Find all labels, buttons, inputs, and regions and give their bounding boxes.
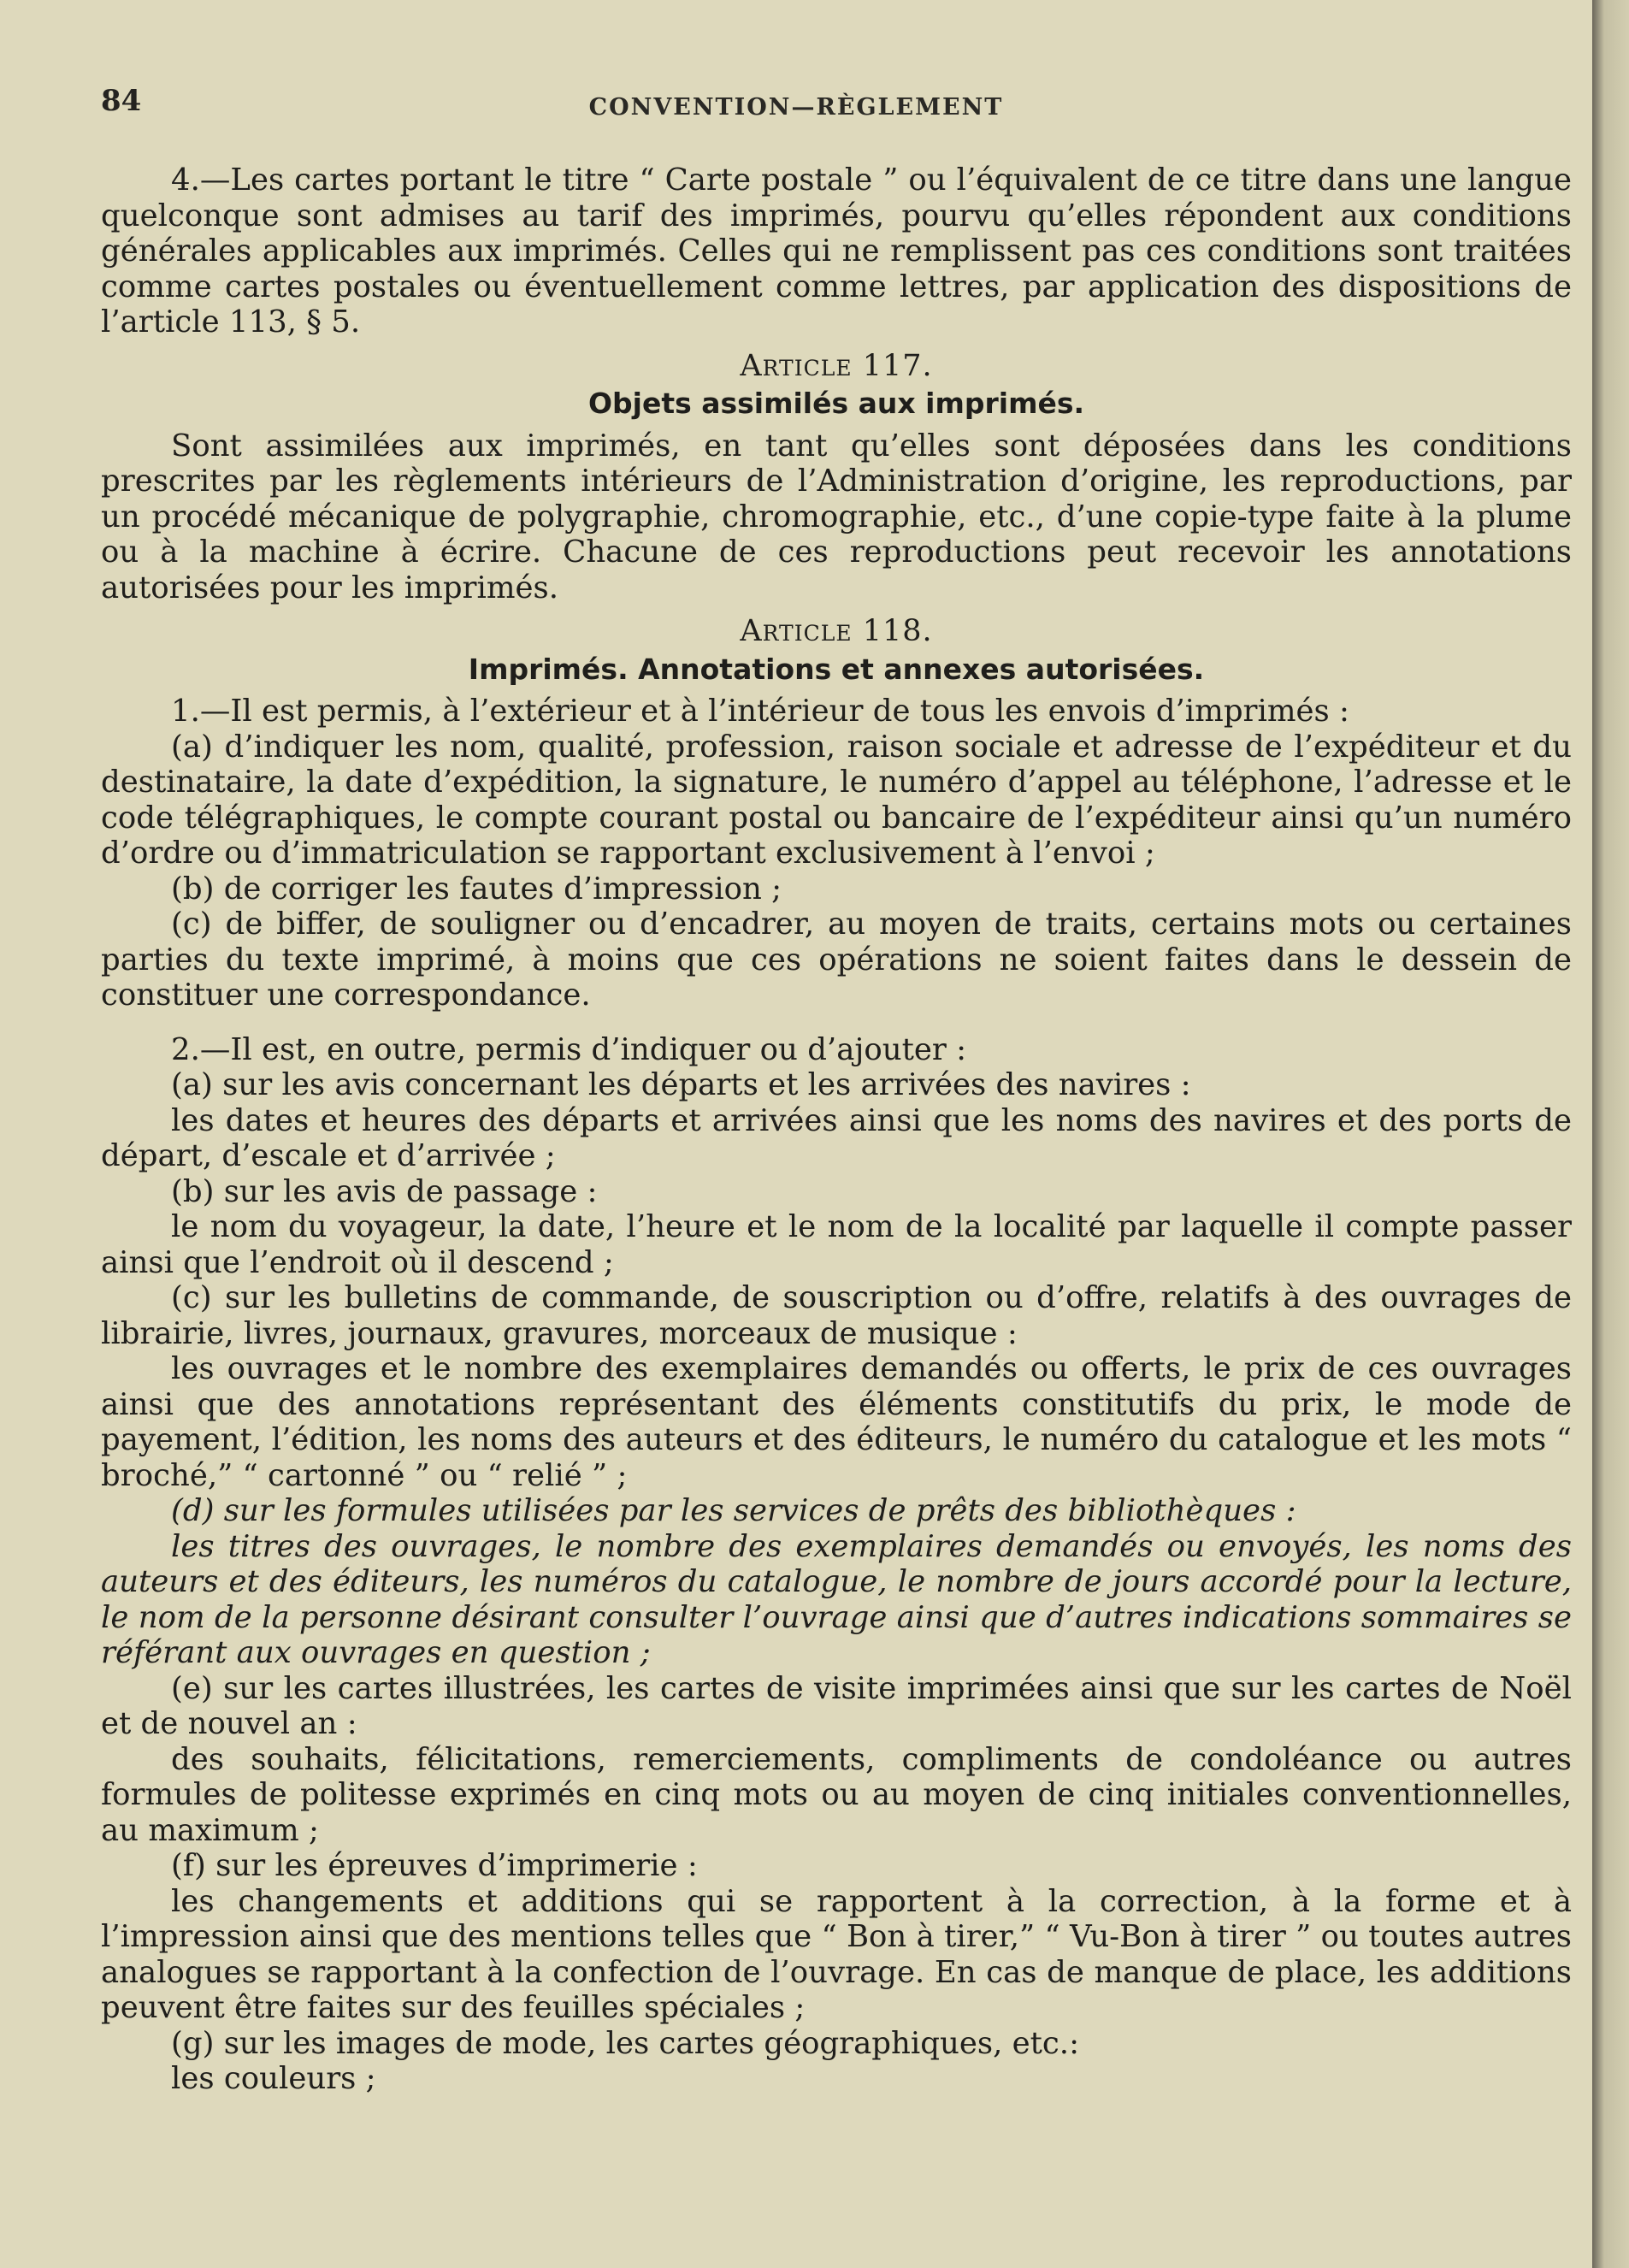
article-118-p2-g-head: (g) sur les images de mode, les cartes géographiques, etc.: <box>171 2025 1080 2061</box>
article-118-p1-a: (a) d’indiquer les nom, qualité, profession, raison sociale et adresse de l’expéditeur et du destinataire, la date d’expédition, la signature, le numéro d’appel au téléphone, l’adresse et le code télégraphiques, le compte courant postal ou bancaire de l’expéditeur ainsi qu’un numéro d’ordre ou d’immatriculation se rapportant exclusivement à l’envoi ; <box>101 729 1572 871</box>
article-117-number: Article 117. <box>740 348 933 383</box>
article-118-p2-e-body: des souhaits, félicitations, remerciements, compliments de condoléance ou autres formules de politesse exprimés en cinq mots ou au moyen de cinq initiales conventionnelles, au maximum ; <box>101 1741 1572 1848</box>
article-118-p2-c-body: les ouvrages et le nombre des exemplaires demandés ou offerts, le prix de ces ouvrages ainsi que des annotations représentant des éléments constitutifs du prix, le mode de payement, l’édition, les noms des auteurs et des éditeurs, le numéro du catalogue et les mots “ broché,” “ cartonné ” ou “ relié ” ; <box>101 1351 1572 1493</box>
body-text <box>101 162 1572 2097</box>
article-118-p2-f-head: (f) sur les épreuves d’imprimerie : <box>171 1848 698 1883</box>
article-118-p2-d-body: les titres des ouvrages, le nombre des exemplaires demandés ou envoyés, les noms des auteurs et des éditeurs, les numéros du catalogue, le nombre de jours accordé pour la lecture, le nom de la personne désirant consulter l’ouvrage ainsi que d’autres indications sommaires se référant aux ouvrages en question ; <box>101 1528 1572 1670</box>
article-118-title: Imprimés. Annotations et annexes autorisées. <box>468 652 1205 686</box>
page-number: 84 <box>101 84 142 118</box>
article-118-p2-lead: 2.—Il est, en outre, permis d’indiquer ou d’ajouter : <box>171 1031 967 1067</box>
article-118-p1-c: (c) de biffer, de souligner ou d’encadrer, au moyen de traits, certains mots ou certaines parties du texte imprimé, à moins que ces opérations ne soient faites dans le dessein de constituer une correspondance. <box>101 907 1572 1013</box>
book-gutter-edge <box>1592 0 1629 2268</box>
paragraph-carte-postale: 4.—Les cartes portant le titre “ Carte postale ” ou l’équivalent de ce titre dans une langue quelconque sont admises au tarif des imprimés, pourvu qu’elles répondent aux conditions générales applicables aux imprimés. Celles qui ne remplissent pas ces conditions sont traitées comme cartes postales ou éventuellement comme lettres, par application des dispositions de l’article 113, § 5. <box>101 162 1572 340</box>
running-head: CONVENTION—RÈGLEMENT <box>588 94 1004 121</box>
article-118-number: Article 118. <box>740 614 933 648</box>
article-117-title: Objets assimilés aux imprimés. <box>587 387 1085 420</box>
article-118-p2-e-head: (e) sur les cartes illustrées, les cartes de visite imprimées ainsi que sur les cartes de Noël et de nouvel an : <box>101 1670 1572 1741</box>
article-117-text: Sont assimilées aux imprimés, en tant qu’elles sont déposées dans les conditions prescrites par les règlements intérieurs de l’Administration d’origine, les reproductions, par un procédé mécanique de polygraphie, chromographie, etc., d’une copie-type faite à la plume ou à la machine à écrire. Chacune de ces reproductions peut recevoir les annotations autorisées pour les imprimés. <box>101 428 1572 605</box>
article-118-p2-a-body: les dates et heures des départs et arrivées ainsi que les noms des navires et des ports de départ, d’escale et d’arrivée ; <box>101 1102 1572 1173</box>
article-118-p2-b-head: (b) sur les avis de passage : <box>171 1173 598 1209</box>
article-118-p1-b: (b) de corriger les fautes d’impression ; <box>171 871 782 907</box>
article-118-p2-f-body: les changements et additions qui se rapportent à la correction, à la forme et à l’impression ainsi que des mentions telles que “ Bon à tirer,” “ Vu-Bon à tirer ” ou toutes autres analogues se rapportant à la confection de l’ouvrage. En cas de manque de place, les additions peuvent être faites sur des feuilles spéciales ; <box>101 1883 1572 2025</box>
article-118-p2-d-head: (d) sur les formules utilisées par les services de prêts des bibliothèques : <box>171 1493 1296 1528</box>
article-118-p2-a-head: (a) sur les avis concernant les départs et les arrivées des navires : <box>171 1067 1191 1102</box>
article-118-p2-g-body: les couleurs ; <box>171 2061 376 2096</box>
article-118-p2-c-head: (c) sur les bulletins de commande, de souscription ou d’offre, relatifs à des ouvrages de librairie, livres, journaux, gravures, morceaux de musique : <box>101 1280 1572 1351</box>
article-118-p1-lead: 1.—Il est permis, à l’extérieur et à l’intérieur de tous les envois d’imprimés : <box>171 694 1349 729</box>
article-118-p2-b-body: le nom du voyageur, la date, l’heure et le nom de la localité par laquelle il compte passer ainsi que l’endroit où il descend ; <box>101 1209 1572 1280</box>
